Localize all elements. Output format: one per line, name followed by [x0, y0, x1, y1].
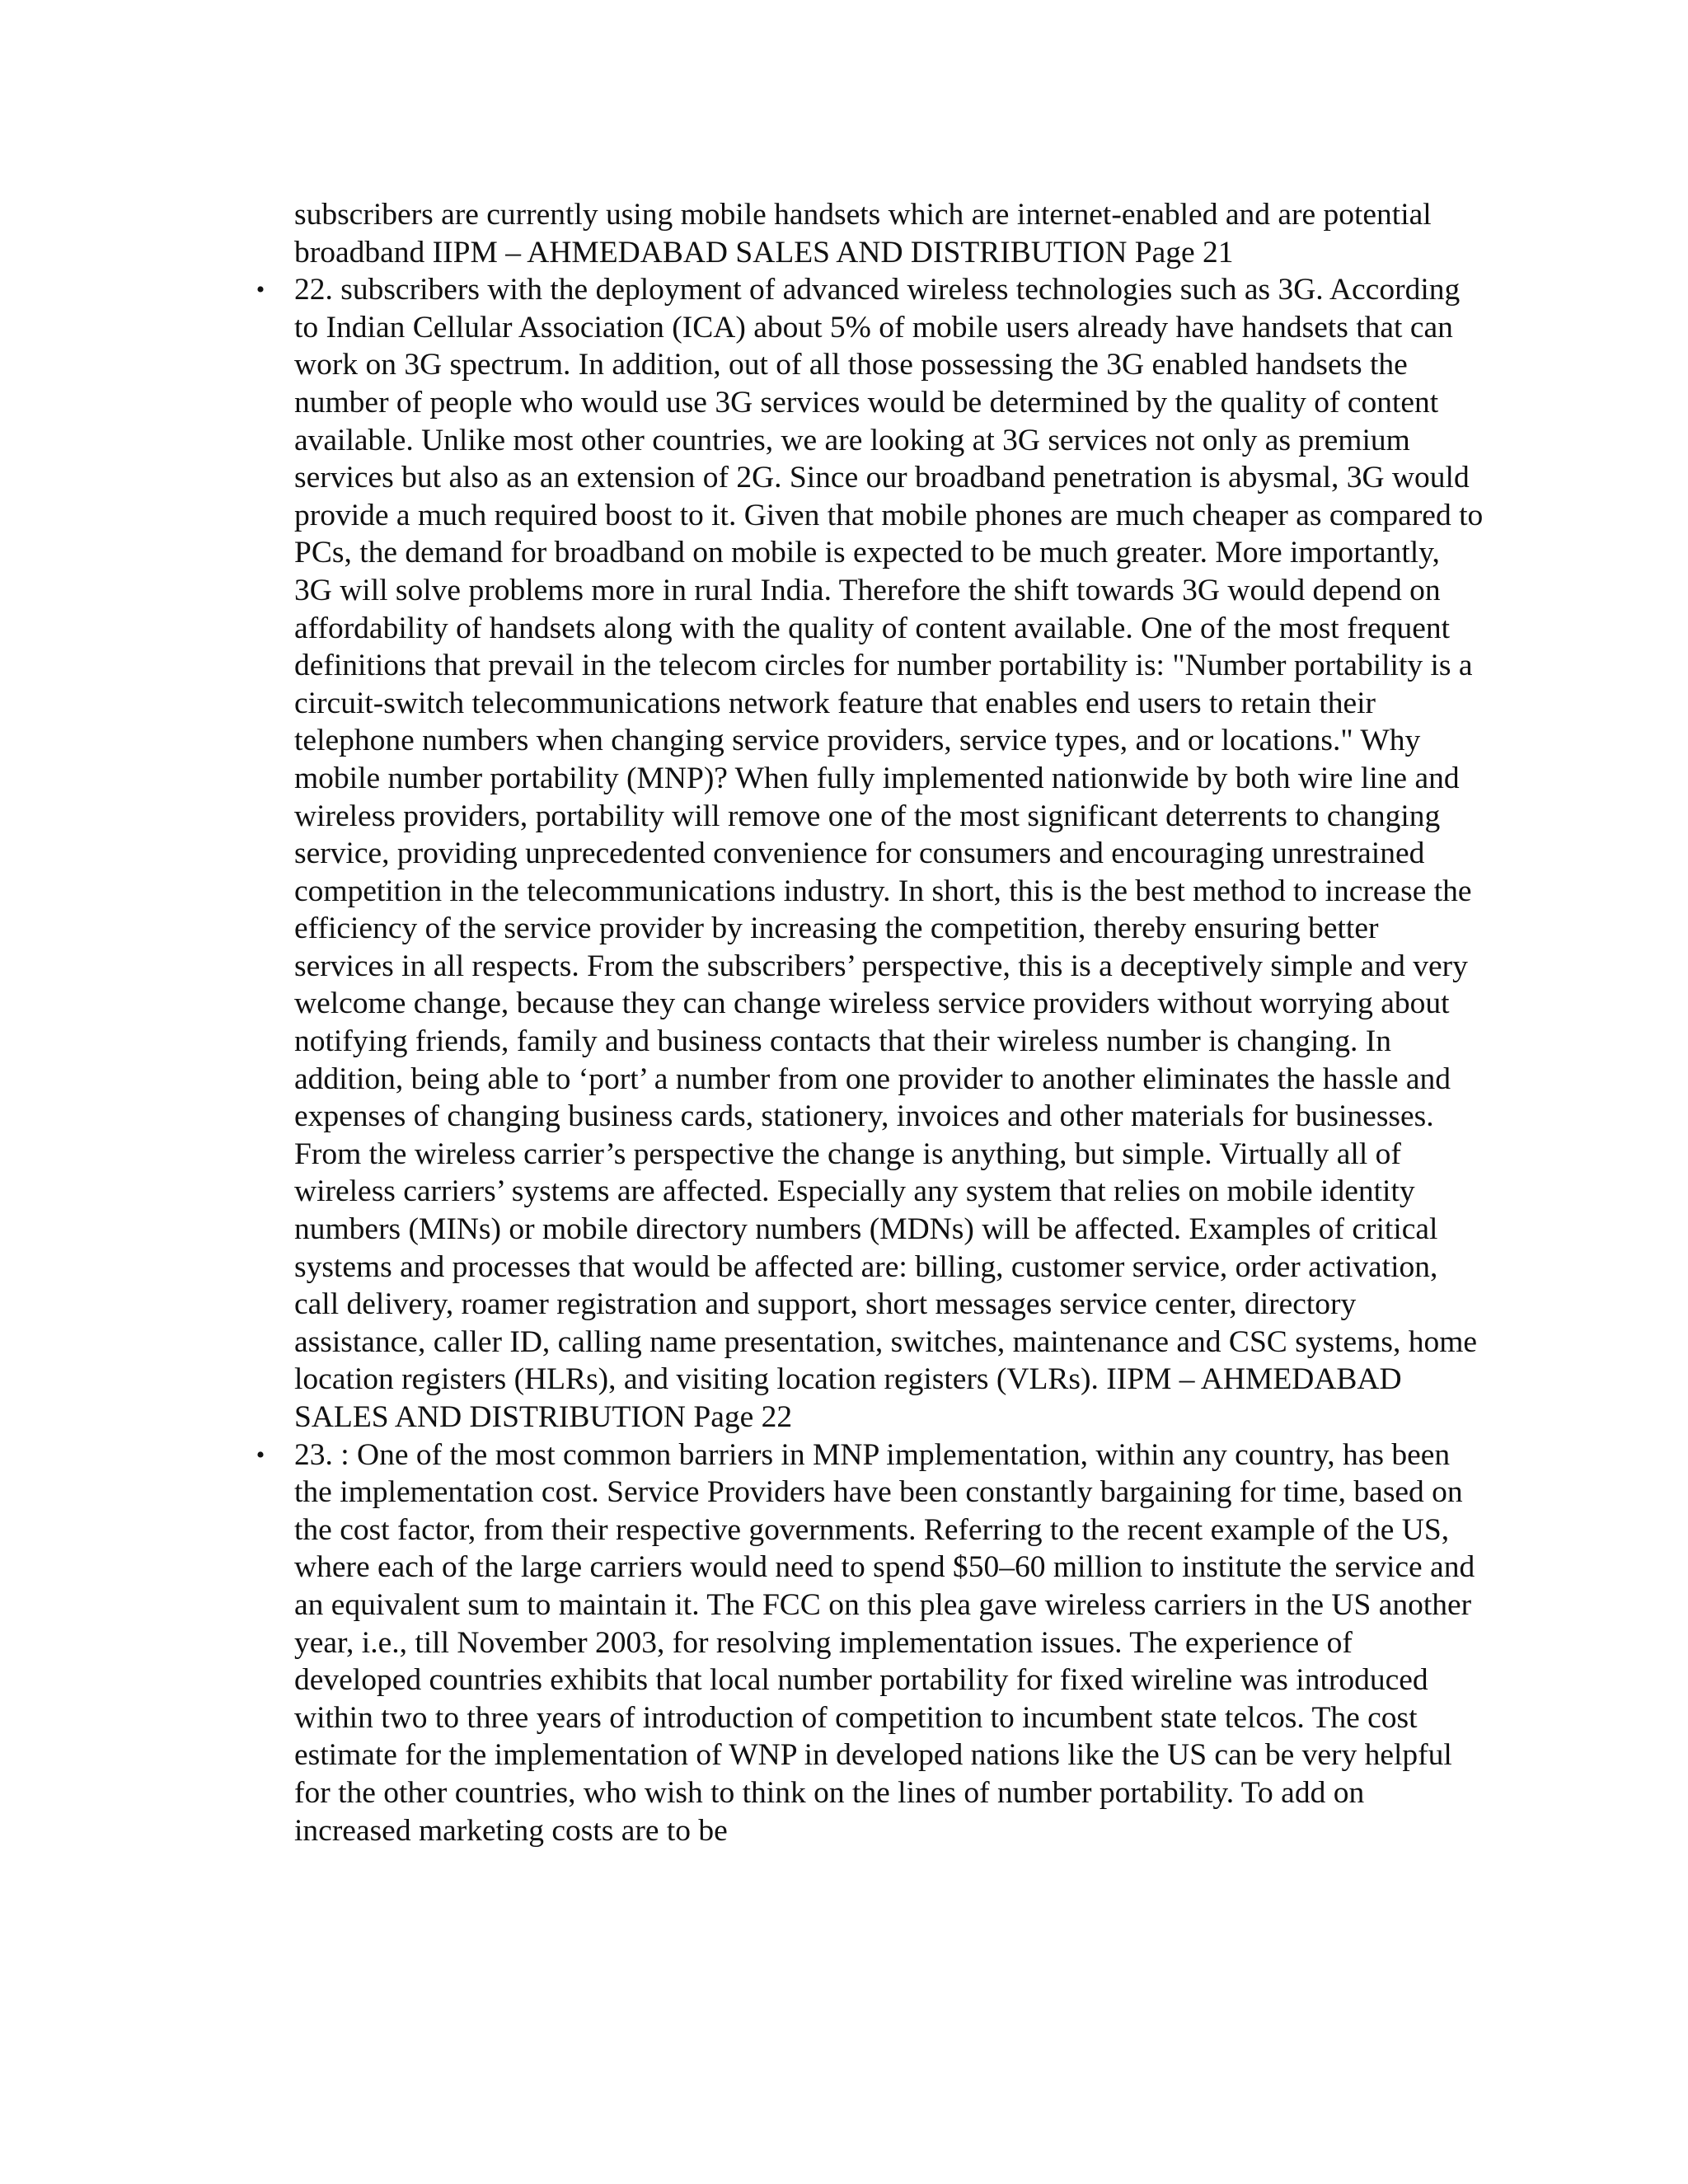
bullet-item-text: 23. : One of the most common barriers in MNP implementation, within any country, has been the implementation cost. Service Providers have been constantly bargaining for time, based on the cost factor, from their respective governments. Referring to the recent example of the US, where each of the large carriers would need to spend $50–60 million to institute the service and an equivalent sum to maintain it. The FCC on this plea gave wireless carriers in the US another year, i.e., till November 2003, for resolving implementation issues. The experience of developed countries exhibits that local number portability for fixed wireline was introduced within two to three years of introduction of competition to incumbent state telcos. The cost estimate for the implementation of WNP in developed nations like the US can be very helpful for the other countries, who wish to think on the lines of number portability. To add on increased marketing costs are to be: [294, 1437, 1475, 1848]
bullet-item-text: 22. subscribers with the deployment of advanced wireless technologies such as 3G. According to Indian Cellular Association (ICA) about 5% of mobile users already have handsets that can work on 3G spectrum. In addition, out of all those possessing the 3G enabled handsets the number of people who would use 3G services would be determined by the quality of content available. Unlike most other countries, we are looking at 3G services not only as premium services but also as an extension of 2G. Since our broadband penetration is abysmal, 3G would provide a much required boost to it. Given that mobile phones are much cheaper as compared to PCs, the demand for broadband on mobile is expected to be much greater. More importantly, 3G will solve problems more in rural India. Therefore the shift towards 3G would depend on affordability of handsets along with the quality of content available. One of the most frequent definitions that prevail in the telecom circles for number portability is: "Number portability is a circuit-switch telecommunications network feature that enables end users to retain their telephone numbers when changing service providers, service types, and or locations." Why mobile number portability (MNP)? When fully implemented nationwide by both wire line and wireless providers, portability will remove one of the most significant deterrents to changing service, providing unprecedented convenience for consumers and encouraging unrestrained competition in the telecommunications industry. In short, this is the best method to increase the efficiency of the service provider by increasing the competition, thereby ensuring better services in all respects. From the subscribers’ perspective, this is a deceptively simple and very welcome change, because they can change wireless service providers without worrying about notifying friends, family and business contacts that their wireless number is changing. In addition, being able to ‘port’ a number from one provider to another eliminates the hassle and expenses of changing business cards, stationery, invoices and other materials for businesses. From the wireless carrier’s perspective the change is anything, but simple. Virtually all of wireless carriers’ systems are affected. Especially any system that relies on mobile identity numbers (MINs) or mobile directory numbers (MDNs) will be affected. Examples of critical systems and processes that would be affected are: billing, customer service, order activation, call delivery, roamer registration and support, short messages service center, directory assistance, caller ID, calling name presentation, switches, maintenance and CSC systems, home location registers (HLRs), and visiting location registers (VLRs). IIPM – AHMEDABAD SALES AND DISTRIBUTION Page 22: [294, 273, 1484, 1434]
bullet-item-23: [256, 1436, 1485, 1850]
bullet-list: [256, 271, 1485, 1849]
bullet-icon: •: [256, 1441, 265, 1469]
lead-paragraph: subscribers are currently using mobile handsets which are internet-enabled and are potential broadband IIPM – AHMEDABAD SALES AND DISTRIBUTION Page 21: [294, 198, 1432, 269]
bullet-item-22: [256, 271, 1485, 1436]
bullet-icon: •: [256, 276, 265, 304]
page-content: [256, 196, 1485, 1849]
